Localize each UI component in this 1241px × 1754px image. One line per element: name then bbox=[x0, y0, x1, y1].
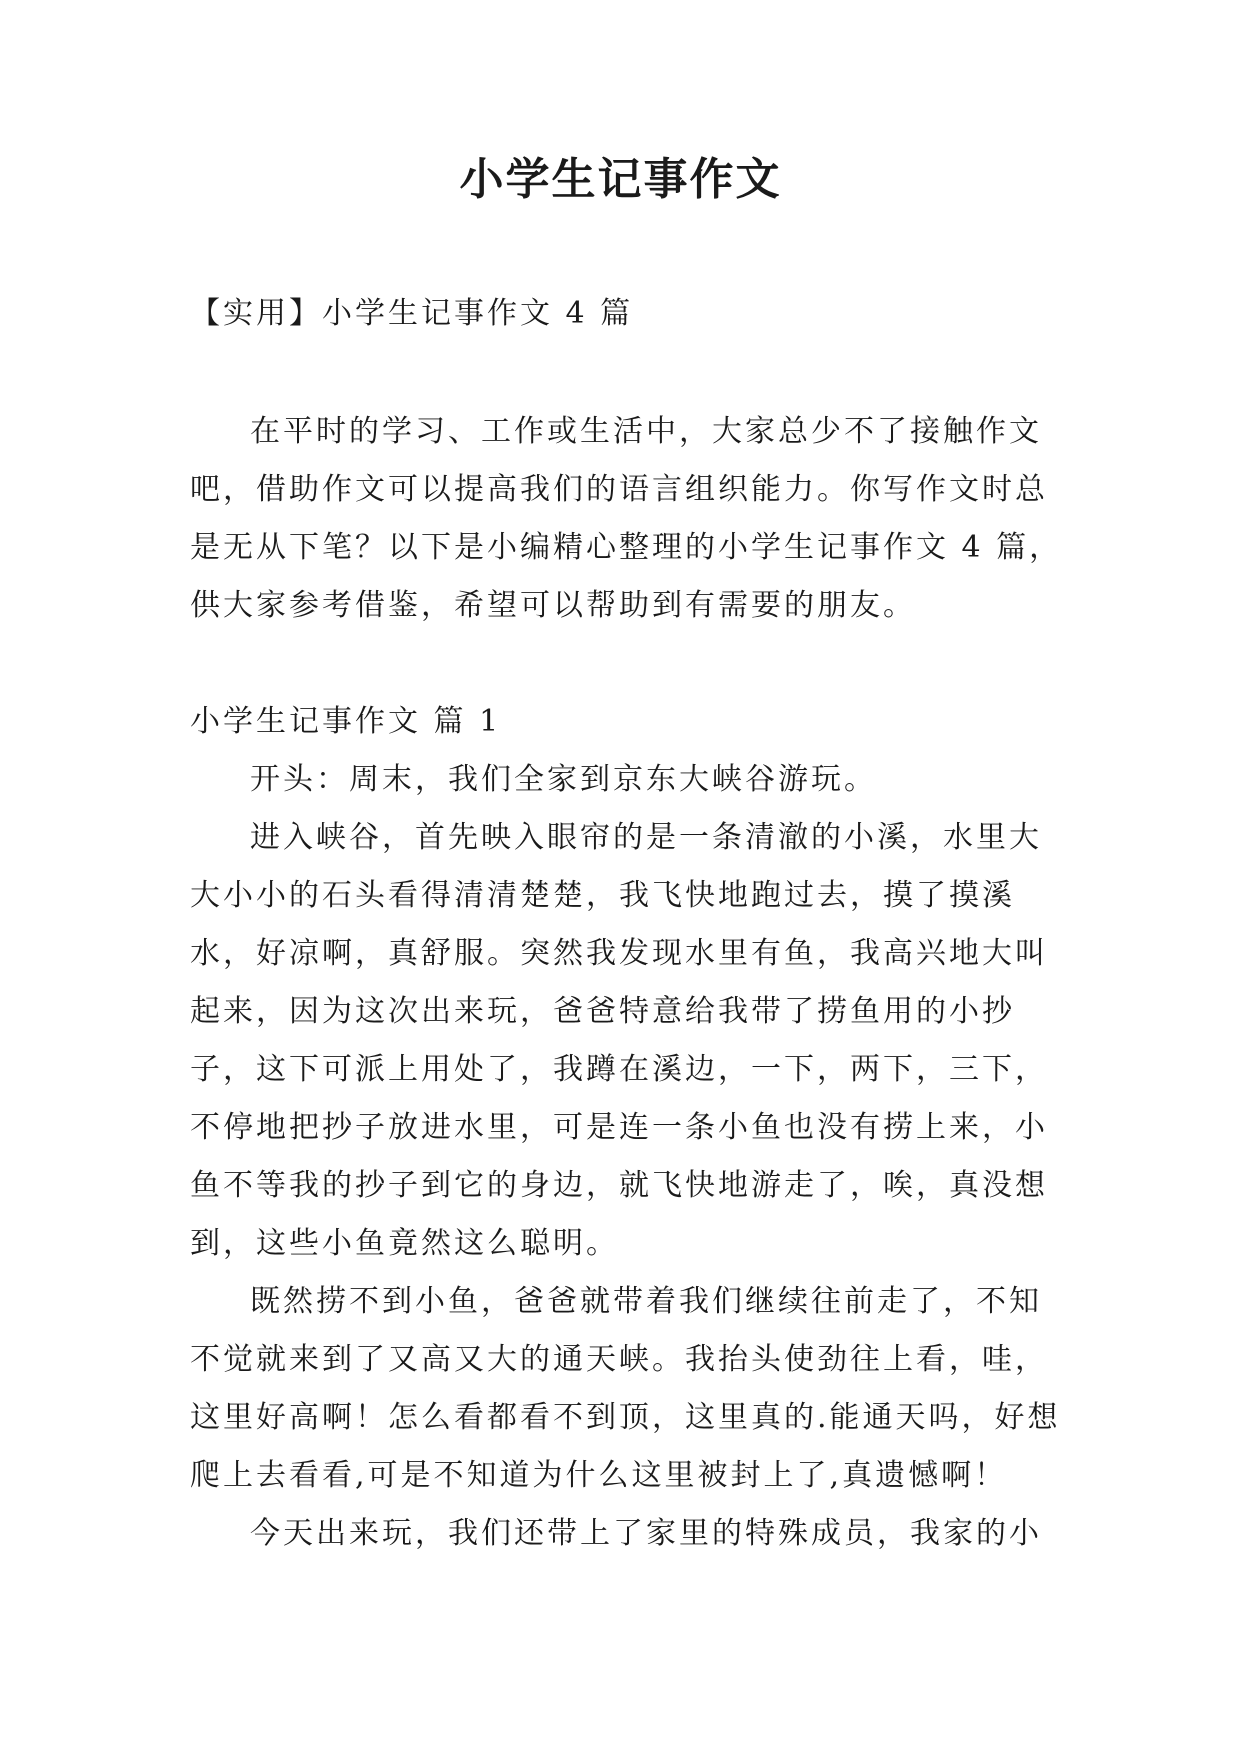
essay-paragraph-1: 开头：周末，我们全家到京东大峡谷游玩。 bbox=[250, 762, 877, 797]
essay-paragraph-4: 今天出来玩，我们还带上了家里的特殊成员，我家的小 bbox=[250, 1516, 1042, 1551]
section-heading: 小学生记事作文 篇 1 bbox=[190, 704, 502, 739]
essay-body bbox=[190, 751, 1070, 1563]
essay-paragraph-3: 既然捞不到小鱼，爸爸就带着我们继续往前走了，不知不觉就来到了又高又大的通天峡。我抬头使劲往上看，哇，这里好高啊！怎么看都看不到顶，这里真的.能通天吗，好想爬上去看看,可是不知道为什么这里被封上了,真遗憾啊！ bbox=[190, 1284, 1061, 1493]
intro-paragraph: 在平时的学习、工作或生活中，大家总少不了接触作文吧，借助作文可以提高我们的语言组织能力。你写作文时总是无从下笔？以下是小编精心整理的小学生记事作文 4 篇，供大家参考借鉴，希望可以帮助到有需要的朋友。 bbox=[190, 414, 1063, 623]
document-title: 小学生记事作文 bbox=[459, 154, 782, 205]
essay-paragraph-2: 进入峡谷，首先映入眼帘的是一条清澈的小溪，水里大大小小的石头看得清清楚楚，我飞快地跑过去，摸了摸溪水，好凉啊，真舒服。突然我发现水里有鱼，我高兴地大叫起来，因为这次出来玩，爸爸特意给我带了捞鱼用的小抄子，这下可派上用处了，我蹲在溪边，一下，两下，三下，不停地把抄子放进水里，可是连一条小鱼也没有捞上来，小鱼不等我的抄子到它的身边，就飞快地游走了，唉，真没想到，这些小鱼竟然这么聪明。 bbox=[190, 820, 1048, 1261]
document-subtitle: 【实用】小学生记事作文 4 篇 bbox=[190, 296, 634, 331]
intro-block bbox=[190, 403, 1070, 635]
